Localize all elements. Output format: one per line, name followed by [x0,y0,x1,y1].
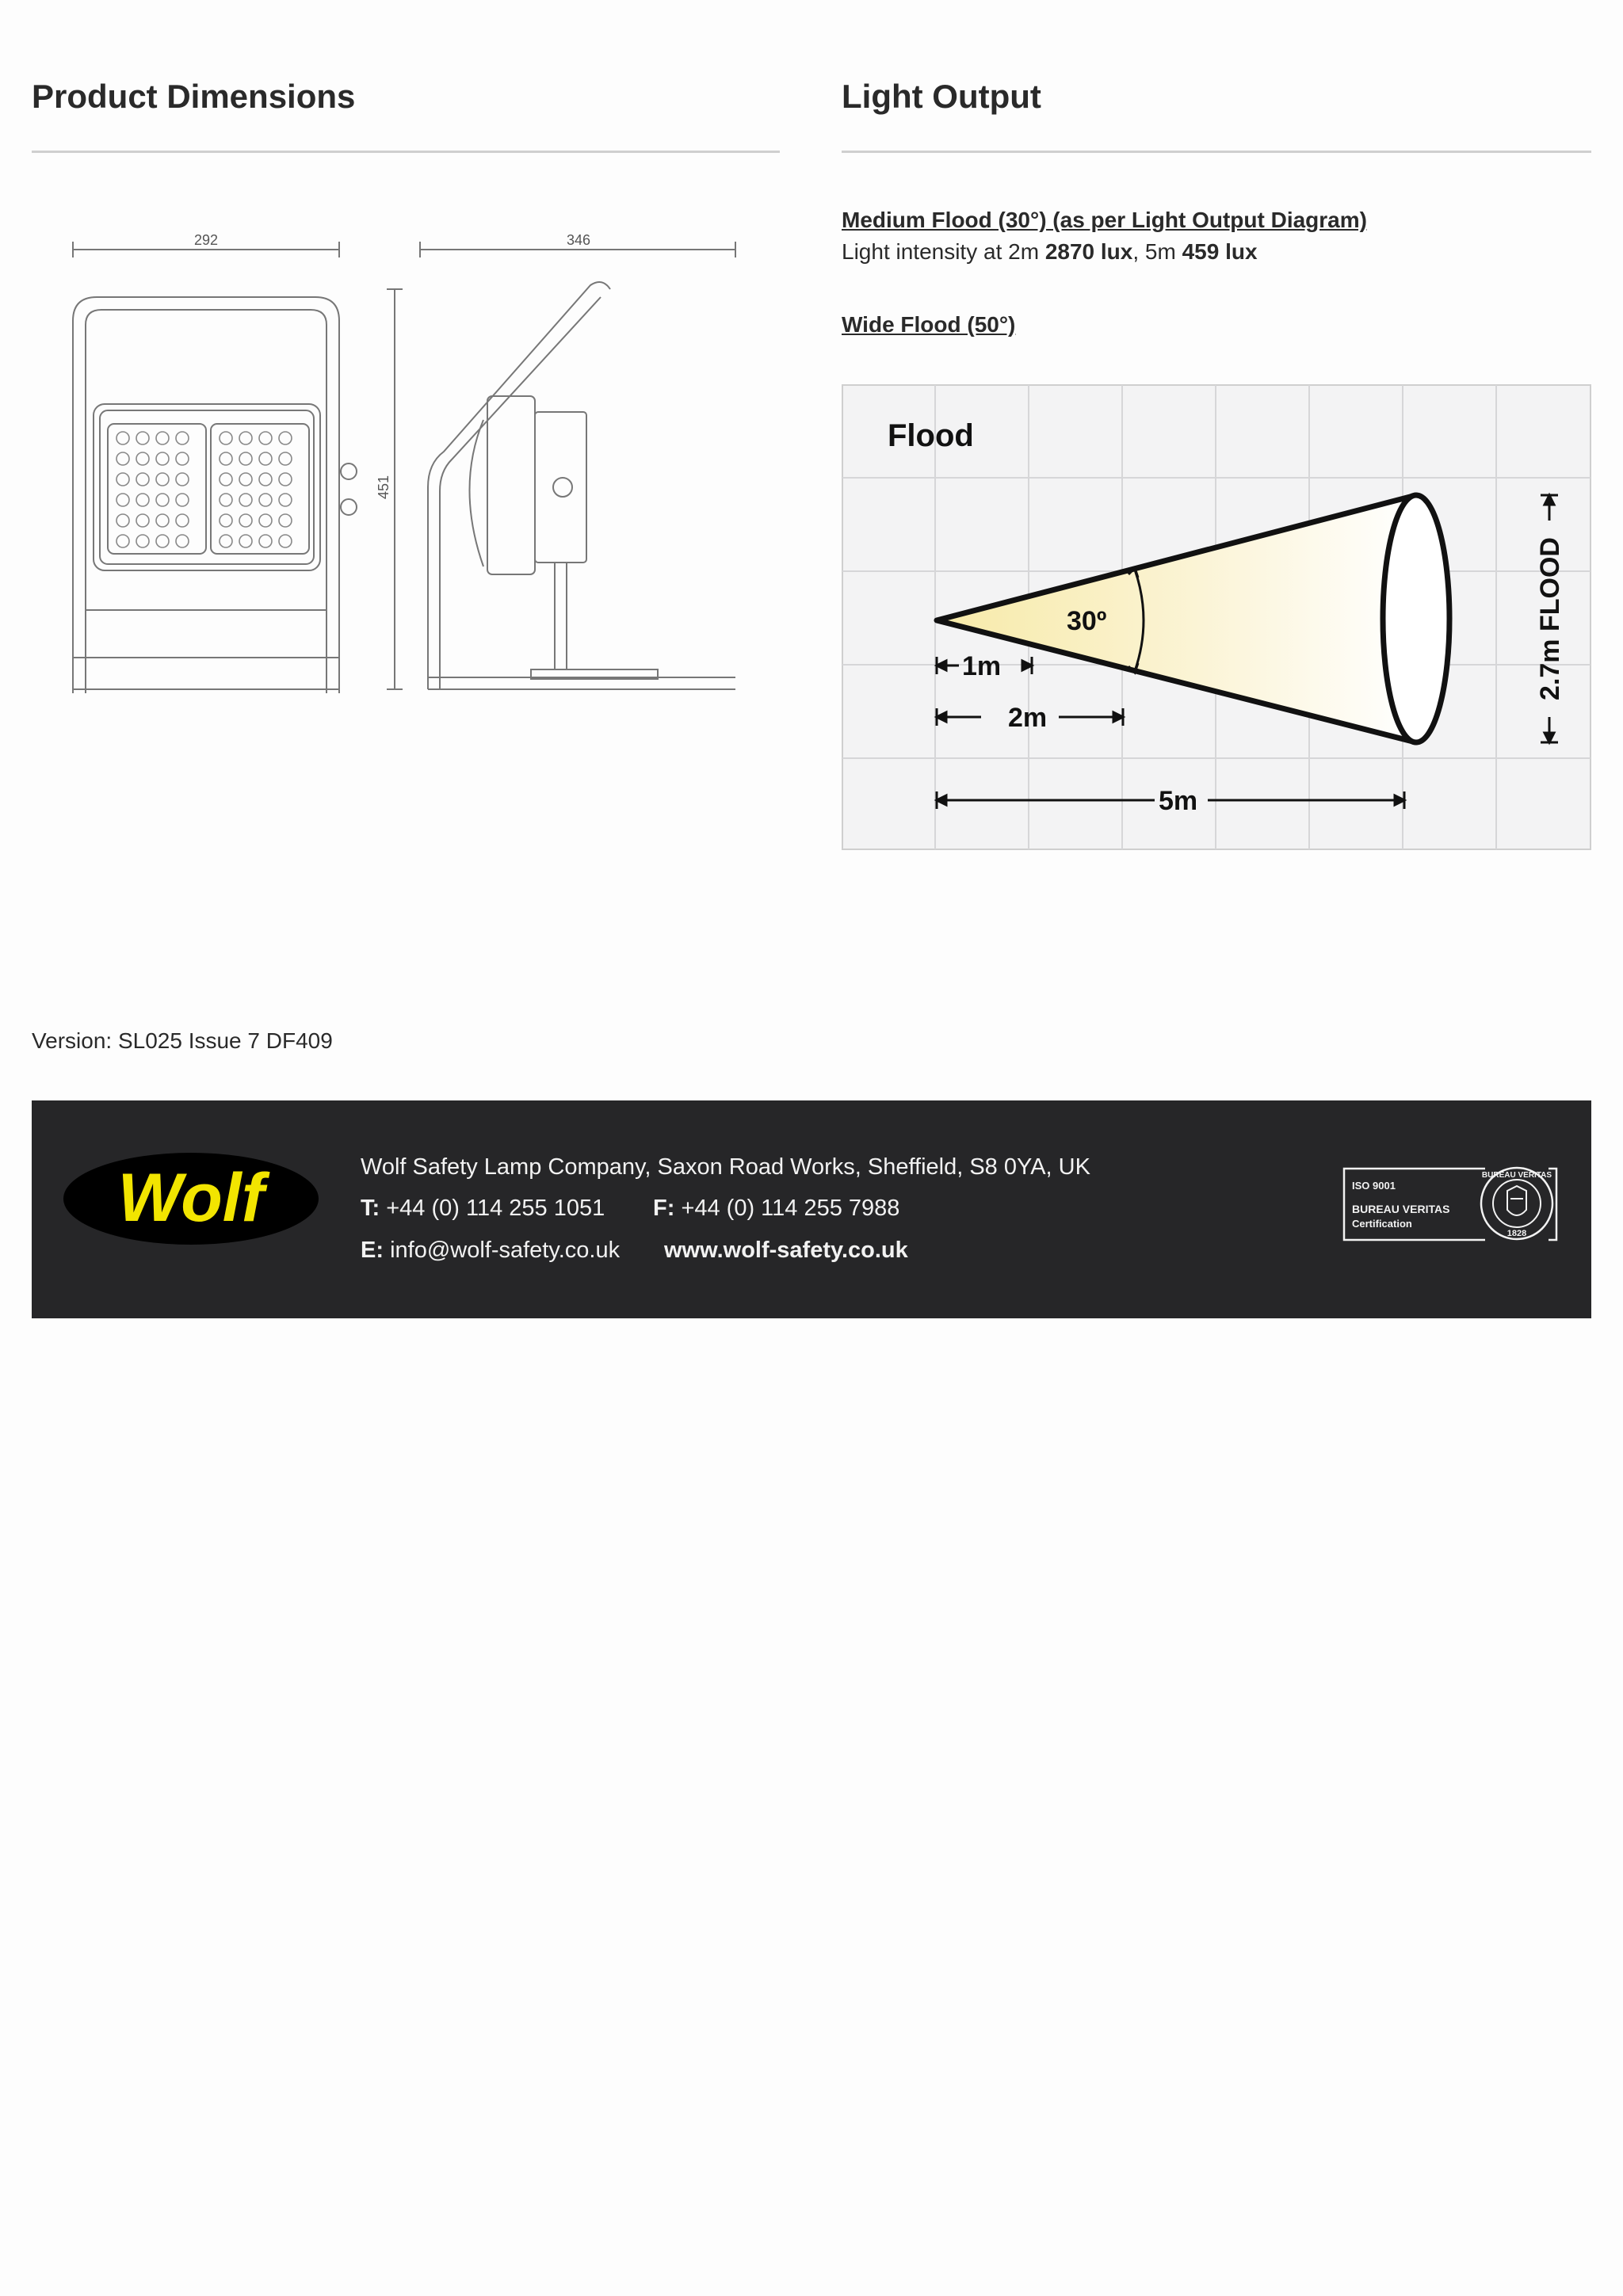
footer-bar [32,1100,1591,1318]
footer-phone-line [361,1196,605,1222]
iso-9001-text: ISO 9001 [1352,1180,1396,1192]
distance-2m-label: 2m [1008,703,1048,733]
website-link[interactable]: www.wolf-safety.co.uk [664,1238,908,1263]
fax-value: +44 (0) 114 255 7988 [681,1196,900,1221]
intensity-mid: , 5m [1132,239,1182,264]
email-link[interactable]: info@wolf-safety.co.uk [390,1238,621,1263]
dim-width-front: 292 [193,232,219,248]
dim-width-side: 346 [566,232,591,248]
version-text: Version: SL025 Issue 7 DF409 [32,1028,333,1053]
spread-label: 2.7m FLOOD [1535,537,1565,700]
dimension-drawing [55,226,753,701]
footer-address: Wolf Safety Lamp Company, Saxon Road Works, Sheffield, S8 0YA, UK [361,1154,1090,1180]
tel-value: +44 (0) 114 255 1051 [386,1196,605,1221]
lux-5m: 459 lux [1182,239,1258,264]
wide-flood-heading: Wide Flood (50°) [842,312,1016,337]
light-output-title: Light Output [842,78,1041,115]
medium-flood-intensity [842,239,1258,265]
product-dimensions-title: Product Dimensions [32,78,356,115]
medium-flood-heading: Medium Flood (30°) (as per Light Output Diagram) [842,208,1367,232]
certification-text: Certification [1352,1218,1412,1230]
tel-label: T: [361,1196,380,1221]
left-divider [32,151,780,153]
wolf-logo [62,1151,320,1246]
light-output-diagram [842,384,1591,850]
email-label: E: [361,1238,384,1263]
dim-height: 451 [376,475,391,500]
wolf-logo-text: Wolf [117,1160,265,1236]
footer-email-line [361,1238,620,1264]
bureau-veritas-cert-badge [1342,1164,1558,1243]
bv-ring-text: BUREAU VERITAS [1481,1171,1552,1180]
beam-angle-label: 30º [1067,606,1107,636]
footer-fax-line [653,1196,899,1222]
bureau-veritas-text: BUREAU VERITAS [1352,1203,1450,1215]
bv-year-text: 1828 [1507,1229,1527,1238]
intensity-prefix: Light intensity at 2m [842,239,1045,264]
lux-2m: 2870 lux [1044,239,1133,264]
fax-label: F: [653,1196,675,1221]
right-divider [842,151,1591,153]
distance-1m-label: 1m [962,651,1002,681]
diagram-title: Flood [888,418,974,453]
distance-5m-label: 5m [1159,786,1198,816]
